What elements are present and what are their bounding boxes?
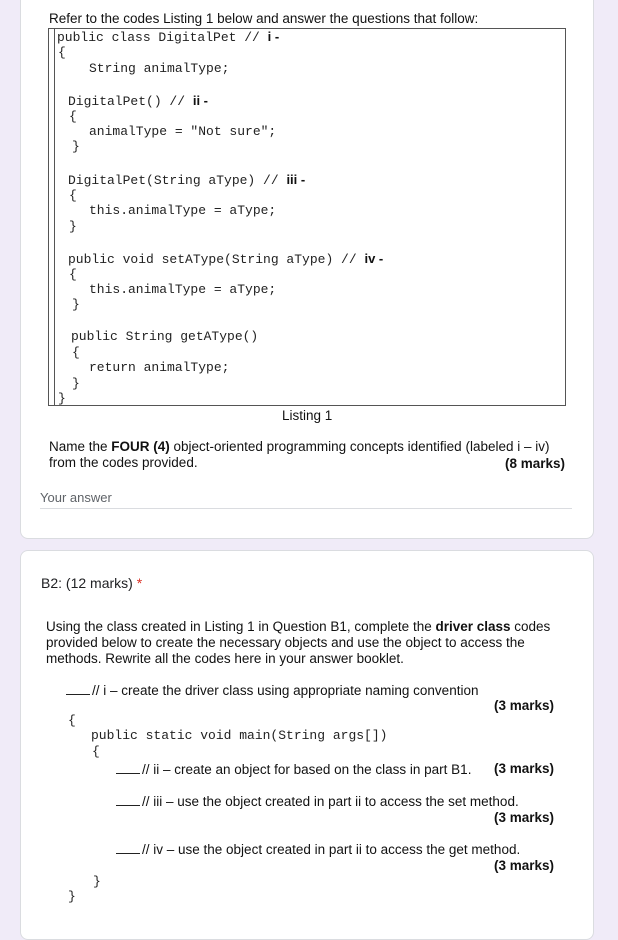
b2-step1-marks-text: (3 marks) <box>494 698 555 713</box>
code-setter <box>68 251 383 267</box>
code-setter-close: } <box>72 297 80 312</box>
b2-step2-marks <box>494 761 554 776</box>
b2-brace-open: { <box>68 713 76 728</box>
code-getter-open: { <box>72 345 80 360</box>
question-text-line2: from the codes provided. <box>49 455 198 470</box>
code-getter-close: } <box>72 376 80 391</box>
question-card-b2 <box>20 550 594 940</box>
question-marks <box>505 456 565 471</box>
b2-step1-marks <box>494 698 554 713</box>
blank-line <box>116 761 140 774</box>
b2-step4-marks <box>494 858 554 873</box>
b2-step4 <box>116 841 520 857</box>
b2-step2 <box>116 761 471 777</box>
blank-line <box>66 682 90 695</box>
code-ctor2-open: { <box>69 188 77 203</box>
b2-para-line3: methods. Rewrite all the codes here in your answer booklet. <box>46 651 404 666</box>
code-ctor2-close: } <box>69 219 77 234</box>
code-ctor2-text: DigitalPet(String aType) // <box>68 173 287 188</box>
b2-main-signature: public static void main(String args[]) <box>91 728 388 743</box>
code-brace-open: { <box>58 45 66 60</box>
code-label-iii: iii - <box>286 172 306 187</box>
code-setter-body: this.animalType = aType; <box>89 282 277 297</box>
question-text-line1 <box>49 439 549 454</box>
code-label-i: i - <box>267 29 280 44</box>
b2-para-post: codes <box>510 619 551 634</box>
question-title-text: B2: (12 marks) <box>41 575 133 591</box>
b2-para-pre: Using the class created in Listing 1 in Question B1, complete the <box>46 619 436 634</box>
answer-input-placeholder[interactable]: Your answer <box>40 490 112 505</box>
question-title <box>41 575 142 591</box>
b2-step2-text: // ii – create an object for based on the class in part B1. <box>142 762 472 777</box>
code-setter-open: { <box>69 267 77 282</box>
code-setter-text: public void setAType(String aType) // <box>68 252 365 267</box>
code-getter-signature: public String getAType() <box>71 329 259 344</box>
code-ctor1-body: animalType = "Not sure"; <box>89 124 277 139</box>
code-ctor2 <box>68 172 305 188</box>
b2-step4-marks-text: (3 marks) <box>494 858 555 873</box>
b2-main-close: } <box>93 874 101 889</box>
b2-brace-close: } <box>68 889 76 904</box>
listing-caption: Listing 1 <box>282 408 333 423</box>
answer-input-underline[interactable] <box>40 508 572 509</box>
b2-step3-text: // iii – use the object created in part ii to access the set method. <box>142 794 519 809</box>
code-class-text: public class DigitalPet // <box>57 30 268 45</box>
required-asterisk: * <box>136 575 143 591</box>
code-ctor1-open: { <box>69 109 77 124</box>
question-post: object-oriented programming concepts identified (labeled i – iv) <box>169 439 550 454</box>
code-label-iv: iv - <box>364 251 384 266</box>
code-ctor1 <box>68 93 208 109</box>
b2-step1 <box>66 682 478 698</box>
b2-step3-marks <box>494 810 554 825</box>
code-ctor1-close: } <box>72 139 80 154</box>
b2-step1-text: // i – create the driver class using appropriate naming convention <box>92 683 479 698</box>
blank-line <box>116 841 140 854</box>
intro-text: Refer to the codes Listing 1 below and answer the questions that follow: <box>49 11 479 26</box>
code-field: String animalType; <box>89 61 230 76</box>
b2-step3 <box>116 793 519 809</box>
b2-para-bold: driver class <box>435 619 511 634</box>
b2-step2-marks-text: (3 marks) <box>494 761 555 776</box>
code-ctor2-body: this.animalType = aType; <box>89 203 277 218</box>
blank-line <box>116 793 140 806</box>
question-pre: Name the <box>49 439 112 454</box>
b2-main-open: { <box>92 744 100 759</box>
code-class-declaration <box>57 29 279 45</box>
b2-step3-marks-text: (3 marks) <box>494 810 555 825</box>
code-brace-close: } <box>58 391 66 406</box>
code-label-ii: ii - <box>192 93 208 108</box>
code-getter-body: return animalType; <box>89 360 230 375</box>
b2-para-line1 <box>46 619 550 634</box>
b2-step4-text: // iv – use the object created in part ii to access the get method. <box>142 842 521 857</box>
b2-para-line2: provided below to create the necessary objects and use the object to access the <box>46 635 525 650</box>
code-ctor1-text: DigitalPet() // <box>68 94 193 109</box>
question-marks-text: (8 marks) <box>505 456 566 471</box>
question-bold: FOUR (4) <box>111 439 170 454</box>
